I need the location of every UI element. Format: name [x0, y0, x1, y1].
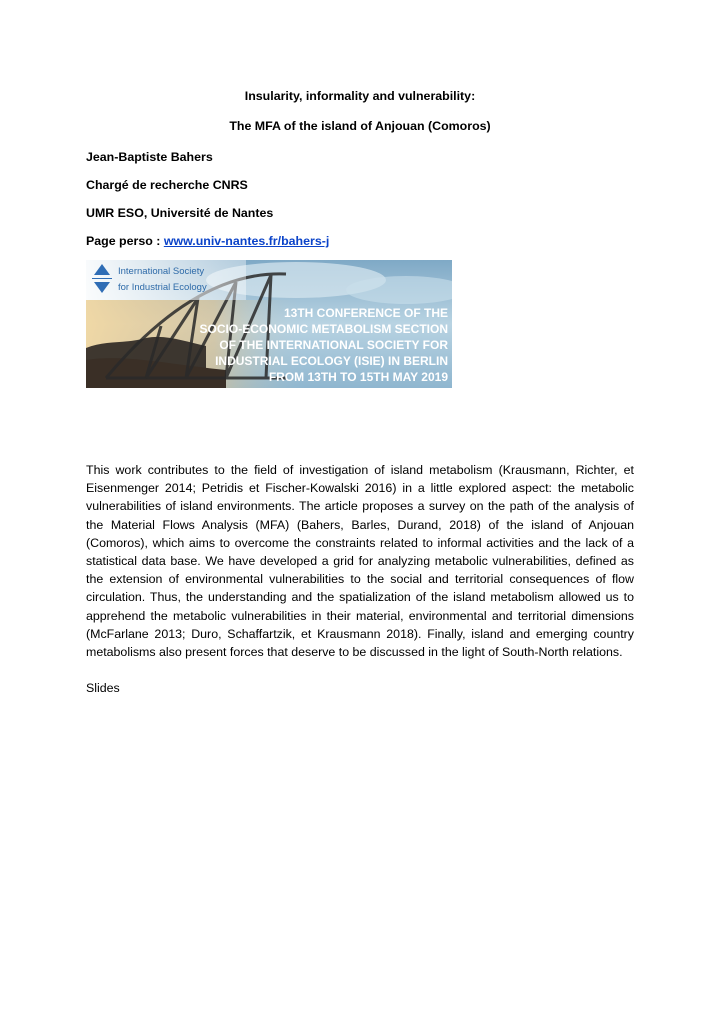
- conference-title-line-3: OF THE INTERNATIONAL SOCIETY FOR: [219, 338, 448, 352]
- author-position: Chargé de recherche CNRS: [86, 178, 248, 192]
- author-affiliation: UMR ESO, Université de Nantes: [86, 206, 274, 220]
- conference-title-line-4: INDUSTRIAL ECOLOGY (ISIE) IN BERLIN: [215, 354, 448, 368]
- abstract-paragraph: This work contributes to the field of investigation of island metabolism (Krausmann, Richter, et Eisenmenger 2014; Petridis et Fischer-Kowalski 2016) in a little explored aspect: the metabolic vulnerabilities of island environments. The article proposes a survey on the path of the analysis of the Material Flows Analysis (MFA) (Bahers, Barles, Durand, 2018) of the island of Anjouan (Comoros), which aims to overcome the constraints related to informal activities and the lack of a statistical data base. We have developed a grid for analyzing metabolic vulnerabilities, defined as the extension of environmental vulnerabilities to the social and territorial consequences of flow circulation. Thus, the understanding and the spatialization of the island metabolism allowed us to apprehend the metabolic vulnerabilities in their material, environmental and territorial dimensions (McFarlane 2013; Duro, Schaffartzik, et Krausmann 2018). Finally, island and emerging country metabolisms also present forces that deserve to be discussed in the light of South-North relations.: [86, 463, 634, 660]
- conference-title-line-1: 13TH CONFERENCE OF THE: [283, 306, 448, 320]
- conference-title-line-5: FROM 13TH TO 15TH MAY 2019: [268, 370, 448, 384]
- society-name-line-2: for Industrial Ecology: [118, 282, 207, 293]
- homepage-line: [86, 233, 329, 249]
- slides-label: Slides: [86, 681, 120, 695]
- conference-title-line-2: SOCIO-ECONOMIC METABOLISM SECTION: [199, 322, 448, 336]
- title-line-2: The MFA of the island of Anjouan (Comoros): [229, 119, 491, 133]
- author-name: Jean-Baptiste Bahers: [86, 150, 213, 164]
- homepage-link[interactable]: www.univ-nantes.fr/bahers-j: [163, 234, 330, 248]
- society-name-line-1: International Society: [118, 266, 205, 277]
- conference-banner: [86, 260, 452, 388]
- title-line-1: Insularity, informality and vulnerability:: [244, 89, 476, 103]
- homepage-label: Page perso :: [86, 234, 164, 248]
